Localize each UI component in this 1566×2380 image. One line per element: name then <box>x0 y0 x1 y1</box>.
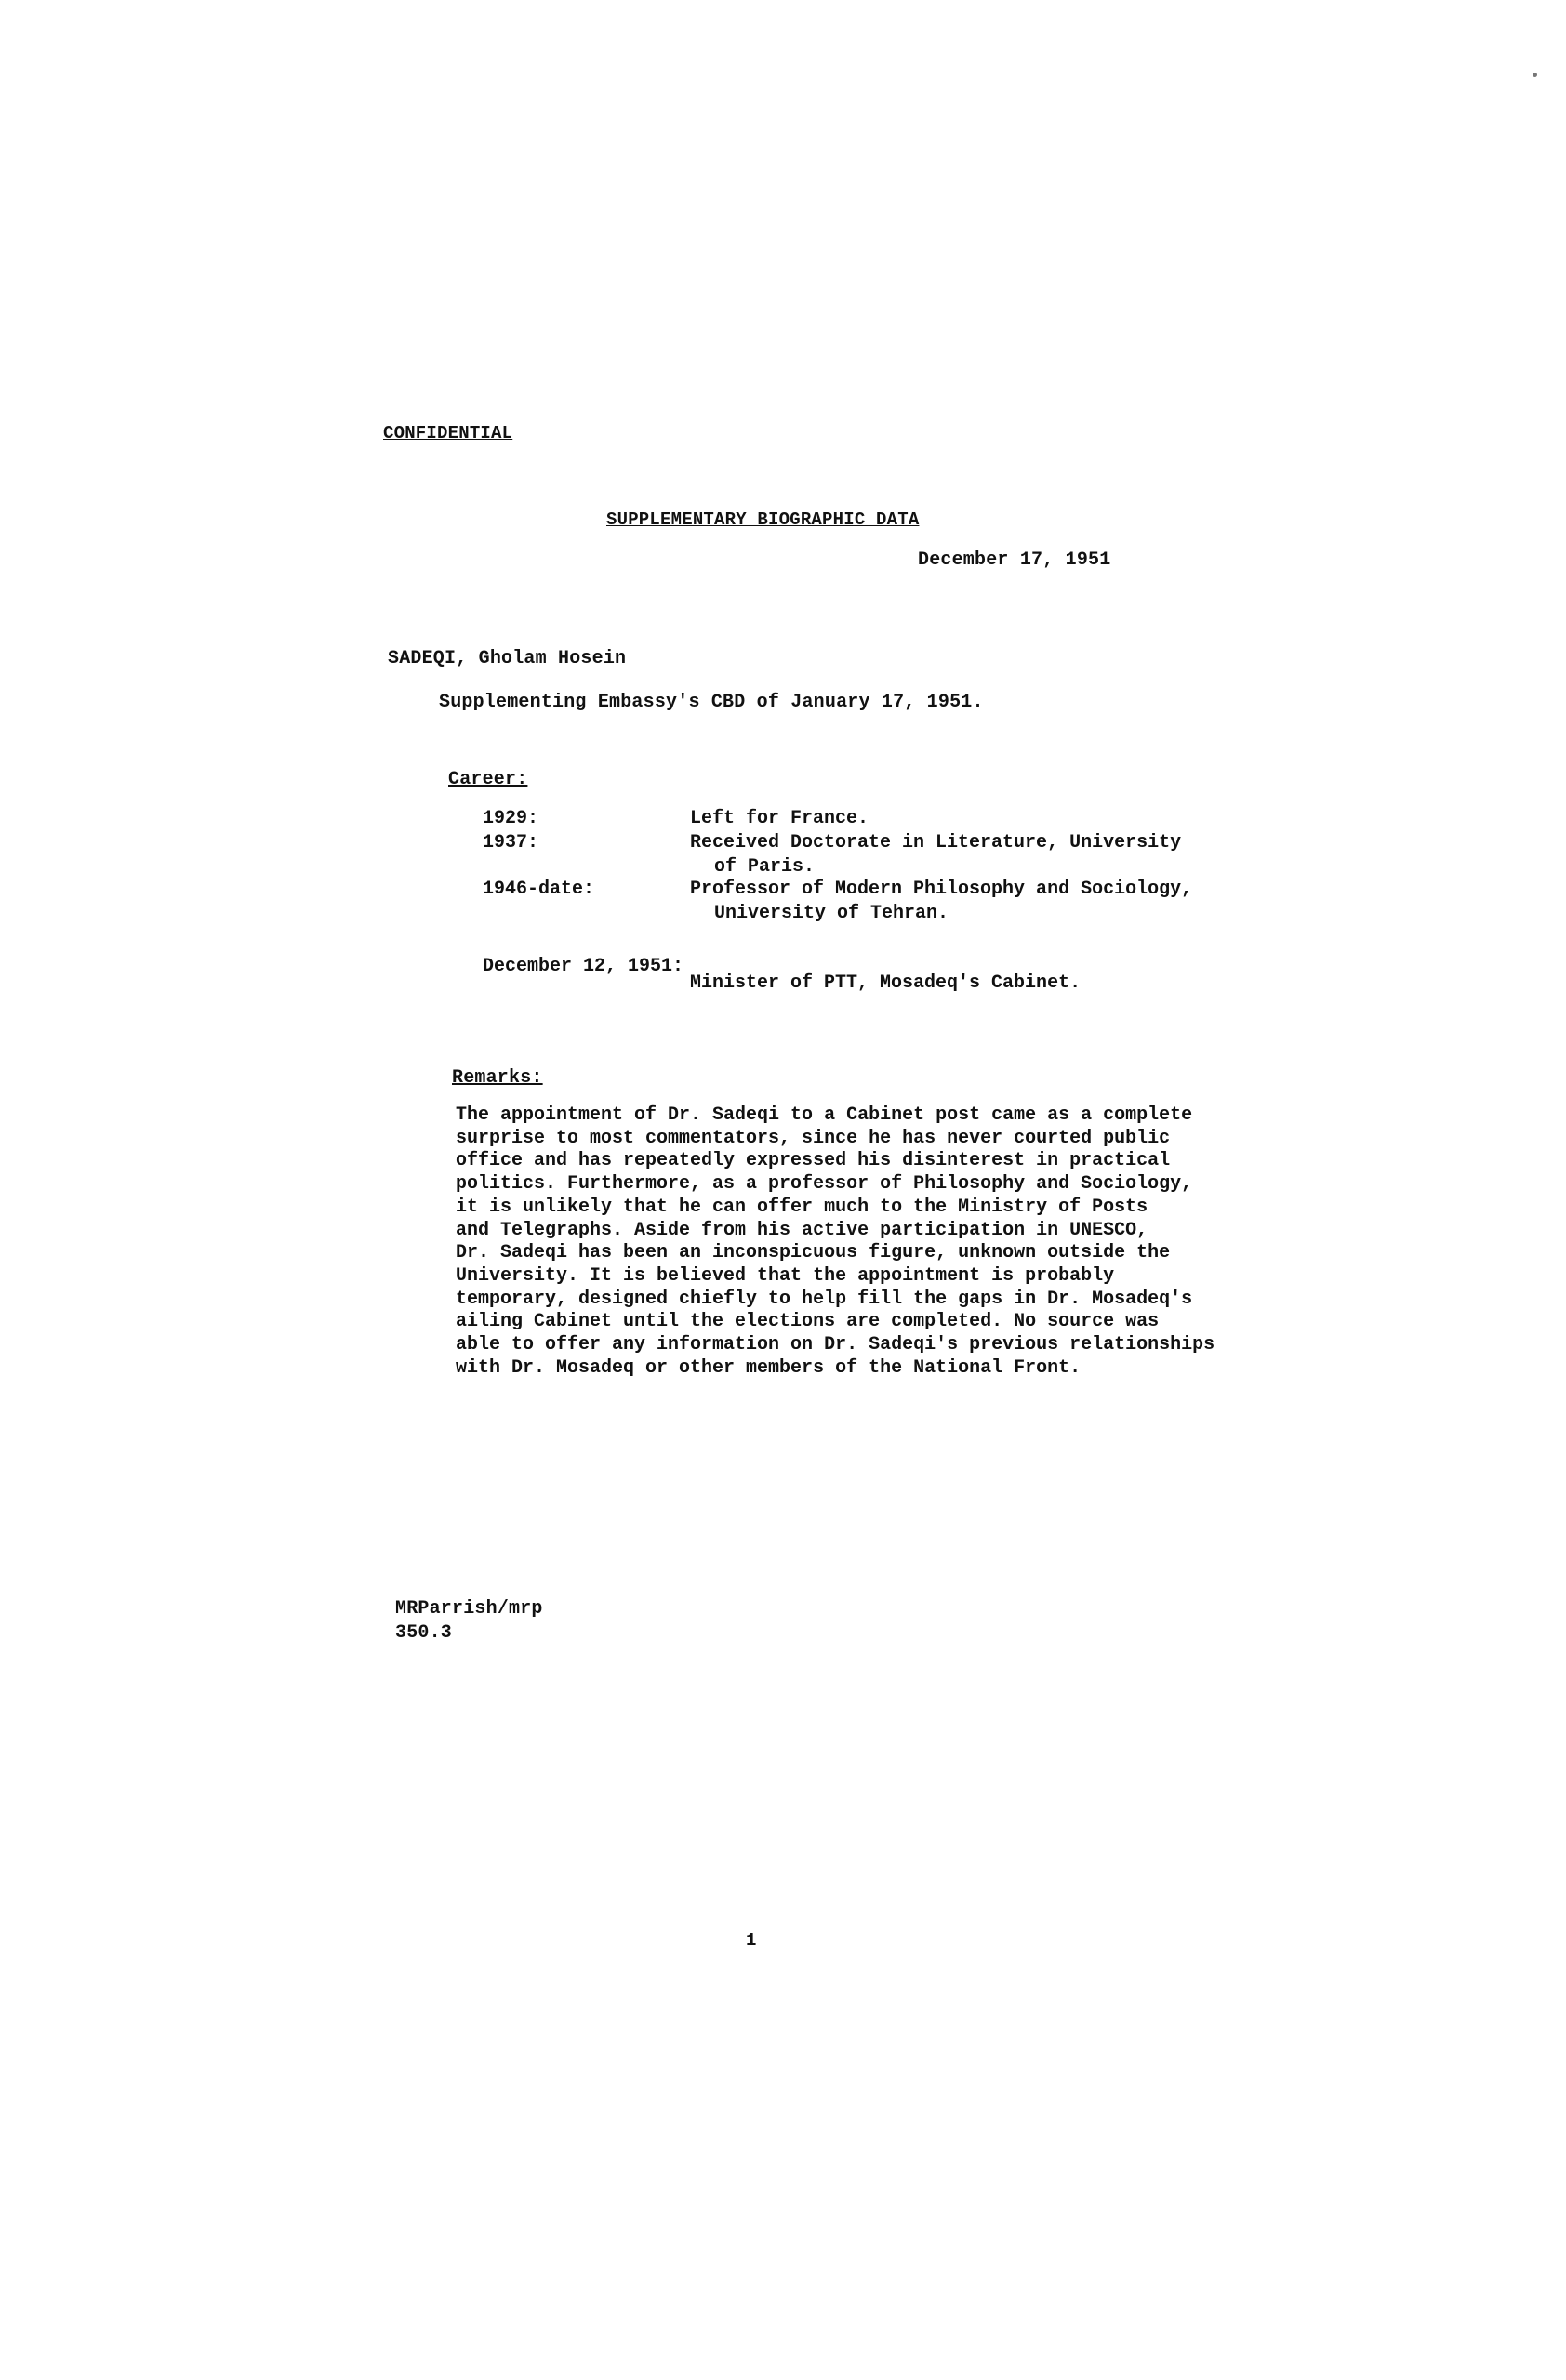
remarks-line: it is unlikely that he can offer much to the Ministry of Posts <box>456 1196 1148 1218</box>
remarks-paragraph <box>456 1104 1255 1380</box>
career-entry-description <box>690 972 1248 996</box>
remarks-line: ailing Cabinet until the elections are completed. No source was <box>456 1311 1160 1333</box>
career-entry-description <box>690 878 1248 926</box>
career-entry-date: 1937: <box>483 832 539 853</box>
career-entry-description <box>690 831 1248 879</box>
remarks-line: politics. Furthermore, as a professor of Philosophy and Sociology, <box>456 1173 1193 1196</box>
remarks-line: with Dr. Mosadeq or other members of the National Front. <box>456 1356 1082 1379</box>
career-entry-line: of Paris. <box>714 856 816 878</box>
career-entry-description <box>690 807 1248 831</box>
remarks-line: office and has repeatedly expressed his disinterest in practical <box>456 1150 1171 1172</box>
career-entry-line: Received Doctorate in Literature, University <box>690 832 1182 853</box>
author-initials: MRParrish/mrp <box>395 1598 543 1620</box>
remarks-line: surprise to most commentators, since he has never courted public <box>456 1127 1171 1149</box>
career-entry-date: 1929: <box>483 808 539 829</box>
page-number: 1 <box>746 1930 757 1950</box>
subject-name: SADEQI, Gholam Hosein <box>388 648 627 669</box>
remarks-line: University. It is believed that the appointment is probably <box>456 1264 1115 1287</box>
career-entry-line: Minister of PTT, Mosadeq's Cabinet. <box>690 972 1082 994</box>
remarks-line: The appointment of Dr. Sadeqi to a Cabinet post came as a complete <box>456 1104 1193 1126</box>
career-entry-line: Professor of Modern Philosophy and Sociology, <box>690 879 1193 900</box>
remarks-heading: Remarks: <box>452 1067 543 1089</box>
career-entry-date: 1946-date: <box>483 879 595 900</box>
document-title: SUPPLEMENTARY BIOGRAPHIC DATA <box>606 509 920 530</box>
career-entry-date: December 12, 1951: <box>483 956 684 977</box>
remarks-line: Dr. Sadeqi has been an inconspicuous figure, unknown outside the <box>456 1242 1171 1264</box>
scan-speck <box>1533 73 1537 77</box>
supplement-line: Supplementing Embassy's CBD of January 17, 1951. <box>439 692 984 713</box>
file-number: 350.3 <box>395 1622 453 1644</box>
remarks-line: and Telegraphs. Aside from his active participation in UNESCO, <box>456 1219 1148 1241</box>
classification-marking: CONFIDENTIAL <box>383 423 513 443</box>
remarks-line: able to offer any information on Dr. Sadeqi's previous relationships <box>456 1334 1215 1356</box>
document-date: December 17, 1951 <box>918 549 1111 571</box>
remarks-line: temporary, designed chiefly to help fill the gaps in Dr. Mosadeq's <box>456 1288 1193 1310</box>
career-entry-line: University of Tehran. <box>714 903 949 924</box>
career-heading: Career: <box>448 769 528 790</box>
career-entry-line: Left for France. <box>690 808 869 829</box>
